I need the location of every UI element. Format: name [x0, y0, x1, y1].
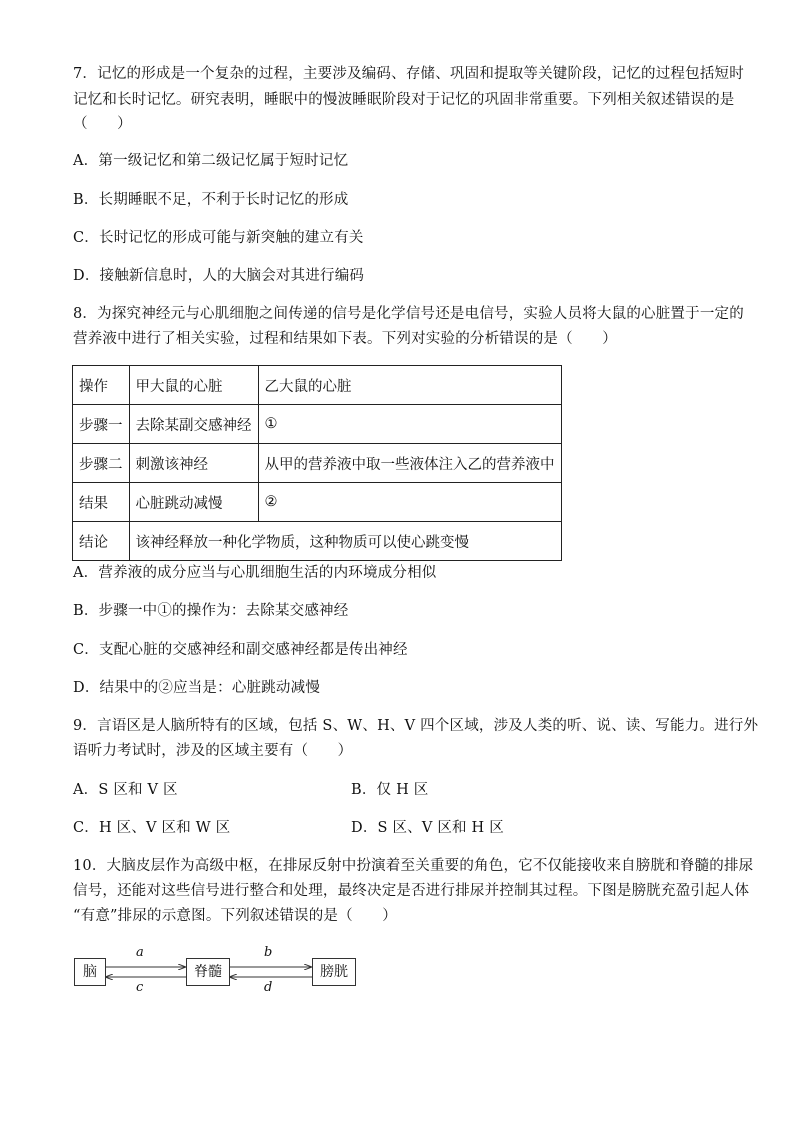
q9-stem-line2: 语听力考试时，涉及的区域主要有（ ） — [73, 743, 353, 759]
q8-stem-line2: 营养液中进行了相关实验，过程和结果如下表。下列对实验的分析错误的是（ ） — [73, 331, 617, 347]
table-cell: ② — [258, 483, 561, 522]
table-row — [73, 405, 562, 444]
table-cell: 甲大鼠的心脏 — [129, 366, 258, 405]
table-header-row — [73, 366, 562, 405]
q8-experiment-table — [72, 365, 562, 561]
table-cell: 乙大鼠的心脏 — [258, 366, 561, 405]
q7-stem-line1: 7．记忆的形成是一个复杂的过程，主要涉及编码、存储、巩固和提取等关键阶段，记忆的过程包括短时 — [73, 66, 744, 82]
q7-stem-line3: （ ） — [73, 116, 132, 132]
table-cell: 步骤一 — [73, 405, 130, 444]
q10-stem-line2: 信号，还能对这些信号进行整合和处理，最终决定是否进行排尿并控制其过程。下图是膀胱充盈引起人体 — [73, 883, 750, 899]
q7-option-b: B．长期睡眠不足，不利于长时记忆的形成 — [73, 192, 349, 208]
q8-option-c: C．支配心脏的交感神经和副交感神经都是传出神经 — [73, 642, 408, 658]
q7-option-a: A．第一级记忆和第二级记忆属于短时记忆 — [73, 153, 349, 169]
q8-option-a: A．营养液的成分应当与心肌细胞生活的内环境成分相似 — [73, 565, 437, 581]
label-c: c — [136, 980, 144, 995]
q9-option-b: B．仅 H 区 — [351, 782, 429, 798]
table-cell: 该神经释放一种化学物质，这种物质可以使心跳变慢 — [129, 522, 561, 561]
q8-stem-line1: 8．为探究神经元与心肌细胞之间传递的信号是化学信号还是电信号，实验人员将大鼠的心脏置于一定的 — [73, 306, 744, 322]
urination-reflex-diagram — [72, 945, 372, 1000]
table-cell: ① — [258, 405, 561, 444]
label-d: d — [264, 980, 273, 995]
q7-option-c: C．长时记忆的形成可能与新突触的建立有关 — [73, 230, 364, 246]
q8-option-d: D．结果中的②应当是：心脏跳动减慢 — [73, 680, 321, 696]
q8-option-b: B．步骤一中①的操作为：去除某交感神经 — [73, 603, 349, 619]
brain-box: 脑 — [74, 958, 106, 986]
q9-option-a: A．S 区和 V 区 — [73, 782, 178, 798]
table-row-conclusion — [73, 522, 562, 561]
table-cell: 刺激该神经 — [129, 444, 258, 483]
diagram-arrows — [72, 950, 372, 1000]
table-cell: 结果 — [73, 483, 130, 522]
q10-stem-line1: 10．大脑皮层作为高级中枢，在排尿反射中扮演着至关重要的角色，它不仅能接收来自膀胱和脊髓的排尿 — [73, 858, 754, 874]
q9-option-c: C．H 区、V 区和 W 区 — [73, 820, 231, 836]
table-row — [73, 483, 562, 522]
spinal-cord-box: 脊髓 — [186, 958, 230, 986]
q9-stem-line1: 9．言语区是人脑所特有的区域，包括 S、W、H、V 四个区域，涉及人类的听、说、读、写能力。进行外 — [73, 718, 759, 734]
table-cell: 心脏跳动减慢 — [129, 483, 258, 522]
table-cell: 操作 — [73, 366, 130, 405]
q7-option-d: D．接触新信息时，人的大脑会对其进行编码 — [73, 268, 365, 284]
q9-option-d: D．S 区、V 区和 H 区 — [351, 820, 504, 836]
q10-stem-line3: “有意”排尿的示意图。下列叙述错误的是（ ） — [73, 908, 397, 924]
label-a: a — [136, 945, 144, 960]
label-b: b — [264, 945, 273, 960]
table-cell: 从甲的营养液中取一些液体注入乙的营养液中 — [258, 444, 561, 483]
table-cell: 步骤二 — [73, 444, 130, 483]
table-cell: 去除某副交感神经 — [129, 405, 258, 444]
table-row — [73, 444, 562, 483]
bladder-box: 膀胱 — [312, 958, 356, 986]
table-cell: 结论 — [73, 522, 130, 561]
q7-stem-line2: 记忆和长时记忆。研究表明，睡眠中的慢波睡眠阶段对于记忆的巩固非常重要。下列相关叙述错误的是 — [73, 92, 735, 108]
